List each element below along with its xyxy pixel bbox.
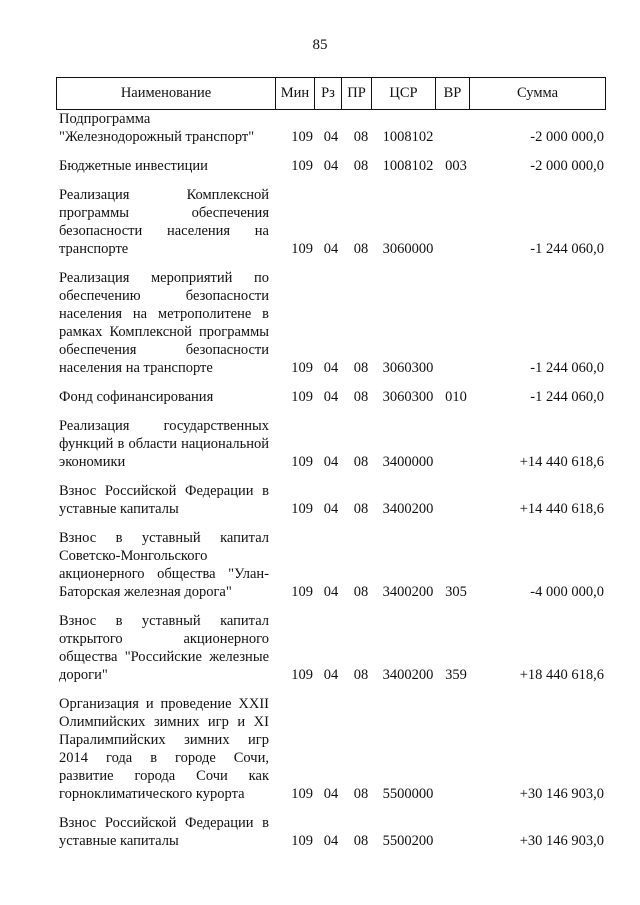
table-body (56, 110, 606, 861)
table-row (56, 814, 606, 850)
row-name: Взнос в уставный капитал Советско-Монгольского акционерного общества "Улан-Баторская железная дорога" (59, 530, 269, 600)
row-rz: 04 (323, 129, 339, 145)
row-sum: +30 146 903,0 (519, 833, 604, 849)
row-sum: -2 000 000,0 (530, 129, 604, 145)
row-min: 109 (291, 360, 313, 376)
row-csr: 3060300 (382, 360, 434, 376)
row-rz: 04 (323, 241, 339, 257)
page-number: 85 (312, 37, 328, 53)
row-name: Взнос Российской Федерации в уставные капиталы (59, 815, 269, 849)
row-min: 109 (291, 786, 313, 802)
row-vr: 003 (445, 158, 467, 174)
header-vr: ВР (436, 78, 470, 109)
row-csr: 5500200 (382, 833, 434, 849)
table-row (56, 417, 606, 471)
row-min: 109 (291, 454, 313, 470)
row-sum: -1 244 060,0 (530, 389, 604, 405)
row-rz: 04 (323, 501, 339, 517)
row-pr: 08 (353, 501, 369, 517)
row-csr: 1008102 (382, 129, 434, 145)
row-sum: +14 440 618,6 (519, 501, 604, 517)
row-pr: 08 (353, 389, 369, 405)
row-pr: 08 (353, 158, 369, 174)
row-sum: +30 146 903,0 (519, 786, 604, 802)
row-csr: 3400200 (382, 501, 434, 517)
row-rz: 04 (323, 667, 339, 683)
row-min: 109 (291, 241, 313, 257)
header-min: Мин (276, 78, 315, 109)
row-rz: 04 (323, 584, 339, 600)
row-pr: 08 (353, 667, 369, 683)
row-vr: 305 (445, 584, 467, 600)
row-csr: 3060000 (382, 241, 434, 257)
row-sum: -1 244 060,0 (530, 360, 604, 376)
row-pr: 08 (353, 241, 369, 257)
row-sum: -4 000 000,0 (530, 584, 604, 600)
row-pr: 08 (353, 833, 369, 849)
row-min: 109 (291, 158, 313, 174)
row-name: Подпрограмма "Железнодорожный транспорт" (59, 111, 255, 145)
row-name: Бюджетные инвестиции (59, 158, 208, 174)
row-pr: 08 (353, 454, 369, 470)
table-row (56, 529, 606, 601)
header-sum: Сумма (516, 85, 559, 101)
header-csr: ЦСР (372, 78, 436, 109)
row-rz: 04 (323, 158, 339, 174)
row-pr: 08 (353, 584, 369, 600)
row-name: Взнос в уставный капитал открытого акционерного общества "Российские железные дороги" (59, 613, 269, 683)
table-row (56, 482, 606, 518)
row-min: 109 (291, 501, 313, 517)
row-sum: -2 000 000,0 (530, 158, 604, 174)
row-vr: 359 (445, 667, 467, 683)
row-rz: 04 (323, 360, 339, 376)
row-pr: 08 (353, 360, 369, 376)
row-csr: 5500000 (382, 786, 434, 802)
table-row (56, 695, 606, 803)
row-rz: 04 (323, 833, 339, 849)
header-rz: Рз (315, 78, 342, 109)
row-csr: 3400200 (382, 584, 434, 600)
table-row (56, 269, 606, 377)
table-row (56, 157, 606, 175)
row-min: 109 (291, 389, 313, 405)
row-rz: 04 (323, 389, 339, 405)
row-sum: +18 440 618,6 (519, 667, 604, 683)
header-pr: ПР (342, 78, 372, 109)
row-rz: 04 (323, 786, 339, 802)
table-row (56, 186, 606, 258)
row-sum: +14 440 618,6 (519, 454, 604, 470)
row-min: 109 (291, 584, 313, 600)
row-csr: 3400200 (382, 667, 434, 683)
table-header (56, 77, 606, 110)
row-name: Реализация Комплексной программы обеспечения безопасности населения на транспорте (59, 187, 269, 257)
row-name: Организация и проведение XXII Олимпийских зимних игр и XI Паралимпийских зимних игр 2014 года в городе Сочи, развитие города Сочи как горноклиматического курорта (59, 696, 269, 802)
table-row (56, 110, 606, 146)
row-min: 109 (291, 667, 313, 683)
row-pr: 08 (353, 786, 369, 802)
row-name: Фонд софинансирования (59, 389, 214, 405)
row-sum: -1 244 060,0 (530, 241, 604, 257)
row-rz: 04 (323, 454, 339, 470)
row-name: Реализация мероприятий по обеспечению безопасности населения на метрополитене в рамках Комплексной программы обеспечения безопасности населения на транспорте (59, 270, 269, 376)
row-csr: 3060300 (382, 389, 434, 405)
row-csr: 3400000 (382, 454, 434, 470)
table-row (56, 612, 606, 684)
header-name: Наименование (57, 78, 276, 109)
row-name: Реализация государственных функций в области национальной экономики (59, 418, 269, 470)
row-csr: 1008102 (382, 158, 434, 174)
row-name: Взнос Российской Федерации в уставные капиталы (59, 483, 269, 517)
row-min: 109 (291, 129, 313, 145)
row-vr: 010 (445, 389, 467, 405)
row-pr: 08 (353, 129, 369, 145)
row-min: 109 (291, 833, 313, 849)
table-row (56, 388, 606, 406)
